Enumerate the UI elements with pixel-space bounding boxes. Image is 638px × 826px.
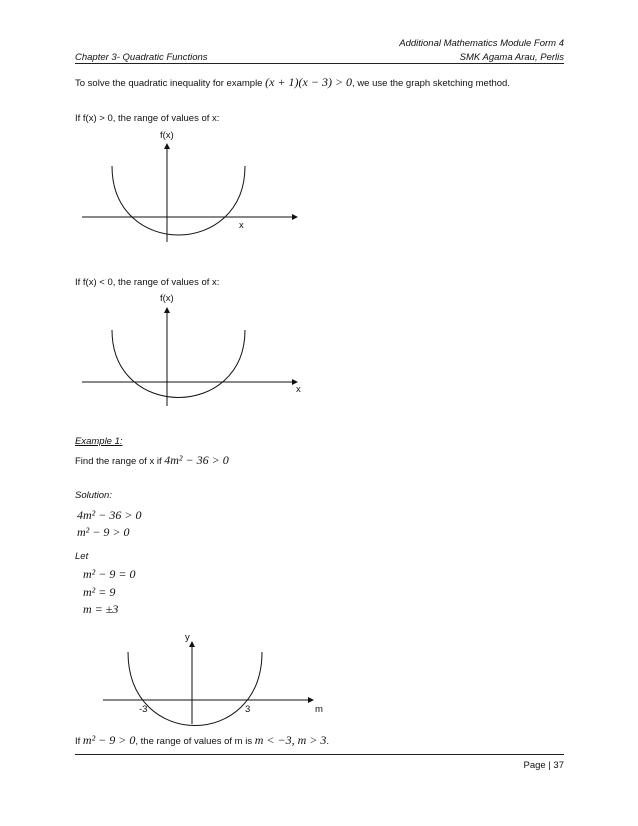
example-question-expr: 4m² − 36 > 0 [164,453,229,467]
graph1-ylabel: f(x) [160,130,174,141]
conclusion-line [75,733,329,748]
module-title: Additional Mathematics Module Form 4 [399,38,564,49]
solution-line-1: 4m² − 36 > 0 [77,508,142,522]
graph3-parabola [128,652,262,726]
conclusion-middle: , the range of values of m is [135,736,253,747]
case1-text: If f(x) > 0, the range of values of x: [75,113,220,124]
case2-text: If f(x) < 0, the range of values of x: [75,277,220,288]
let-line-3: m = ±3 [83,602,119,616]
graph3-root-left: -3 [139,704,148,715]
intro-after: , we use the graph sketching method. [352,78,510,89]
example-heading: Example 1: [75,436,123,447]
conclusion-expr: m² − 9 > 0 [82,733,136,747]
let-heading: Let [75,551,89,562]
graph2-ylabel: f(x) [160,293,174,304]
chapter-title: Chapter 3- Quadratic Functions [75,52,208,63]
conclusion-end: . [326,736,329,747]
intro-before: To solve the quadratic inequality for example [75,78,263,89]
graph3-ylabel: y [185,632,190,643]
intro-expression: (x + 1)(x − 3) > 0 [265,75,353,89]
let-line-2: m² = 9 [83,585,116,599]
conclusion-answer: m < −3, m > 3 [254,733,327,747]
solution-heading: Solution: [75,490,112,501]
example-question-prefix: Find the range of x if [75,456,162,467]
graph3-root-right: 3 [245,704,251,715]
page-number: Page | 37 [523,760,564,771]
graph1-xlabel: x [239,220,244,231]
graph2-xlabel: x [296,384,301,395]
solution-line-2: m² − 9 > 0 [77,525,130,539]
school-name: SMK Agama Arau, Perlis [459,52,564,63]
graph3-xlabel: m [315,704,323,715]
footer-rule [75,754,564,755]
let-line-1: m² − 9 = 0 [83,567,136,581]
conclusion-prefix: If [75,736,81,747]
